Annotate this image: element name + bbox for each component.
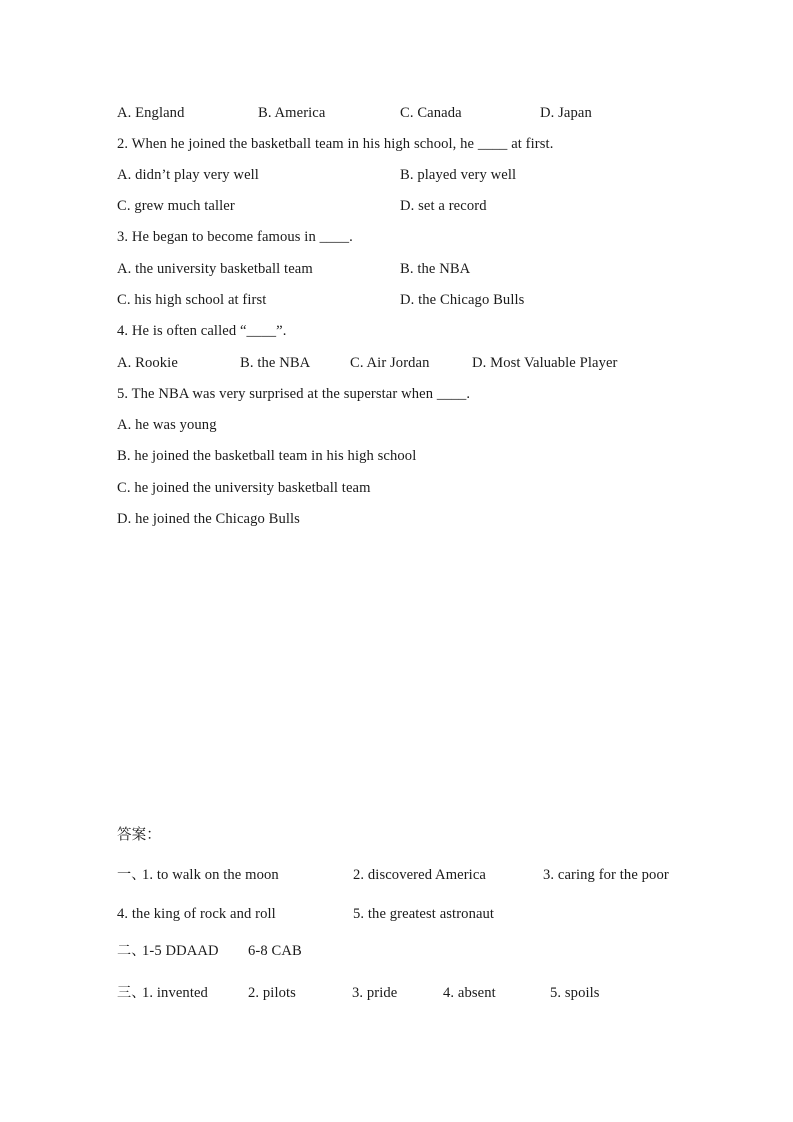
- q1-option-c: C. Canada: [400, 105, 462, 121]
- answer-three-item-1: 1. invented: [142, 985, 208, 1001]
- q3-option-b: B. the NBA: [400, 261, 471, 277]
- q4-option-a: A. Rookie: [117, 355, 178, 371]
- q5-option-d: D. he joined the Chicago Bulls: [117, 511, 300, 527]
- answer-one-item-1: 1. to walk on the moon: [142, 867, 279, 883]
- q2-option-b: B. played very well: [400, 167, 517, 183]
- q2-option-a: A. didn’t play very well: [117, 167, 259, 183]
- q5-option-c: C. he joined the university basketball team: [117, 480, 371, 496]
- question-5-stem: 5. The NBA was very surprised at the superstar when ____.: [117, 386, 471, 402]
- q4-option-b: B. the NBA: [240, 355, 311, 371]
- answer-section-three-row: [117, 983, 753, 1003]
- answer-one-item-2: 2. discovered America: [353, 867, 486, 883]
- q2-option-d: D. set a record: [400, 198, 487, 214]
- question-5-option-c-row: [117, 478, 753, 498]
- q1-option-d: D. Japan: [540, 105, 592, 121]
- answer-section-one-row-2: [117, 904, 753, 924]
- answer-three-item-2: 2. pilots: [248, 985, 296, 1001]
- q4-option-d: D. Most Valuable Player: [472, 355, 618, 371]
- question-3-options-row-1: [117, 259, 753, 279]
- answer-section-one-row-1: [117, 865, 753, 885]
- q2-option-c: C. grew much taller: [117, 198, 235, 214]
- q3-option-c: C. his high school at first: [117, 292, 267, 308]
- answer-section-one-label: 一、: [117, 867, 146, 883]
- answer-two-range-2: 6-8 CAB: [248, 943, 302, 959]
- answer-three-item-4: 4. absent: [443, 985, 496, 1001]
- q1-option-a: A. England: [117, 105, 185, 121]
- question-5-stem-row: [117, 384, 753, 404]
- question-5-option-a-row: [117, 415, 753, 435]
- answer-one-item-3: 3. caring for the poor: [543, 867, 669, 883]
- answer-three-item-3: 3. pride: [352, 985, 398, 1001]
- q4-option-c: C. Air Jordan: [350, 355, 430, 371]
- answer-one-item-5: 5. the greatest astronaut: [353, 906, 495, 922]
- question-5-option-b-row: [117, 446, 753, 466]
- question-4-stem: 4. He is often called “____”.: [117, 323, 287, 339]
- question-2-options-row-2: [117, 196, 753, 216]
- answer-section-three-label: 三、: [117, 985, 146, 1001]
- q5-option-b: B. he joined the basketball team in his high school: [117, 448, 417, 464]
- question-2-stem-row: [117, 134, 753, 154]
- question-3-options-row-2: [117, 290, 753, 310]
- question-4-options-row: [117, 353, 753, 373]
- answer-three-item-5: 5. spoils: [550, 985, 600, 1001]
- question-4-stem-row: [117, 321, 753, 341]
- question-2-stem: 2. When he joined the basketball team in his high school, he ____ at first.: [117, 136, 554, 152]
- answer-two-range-1: 1-5 DDAAD: [142, 943, 219, 959]
- question-2-options-row-1: [117, 165, 753, 185]
- question-1-options-row: [117, 103, 753, 123]
- question-3-stem: 3. He began to become famous in ____.: [117, 229, 353, 245]
- q5-option-a: A. he was young: [117, 417, 217, 433]
- q1-option-b: B. America: [258, 105, 326, 121]
- answer-section-two-label: 二、: [117, 943, 146, 959]
- answer-one-item-4: 4. the king of rock and roll: [117, 906, 276, 922]
- answer-section-two-row: [117, 941, 753, 961]
- answer-key-heading: 答案：: [117, 826, 161, 843]
- q3-option-d: D. the Chicago Bulls: [400, 292, 525, 308]
- question-5-option-d-row: [117, 509, 753, 529]
- q3-option-a: A. the university basketball team: [117, 261, 313, 277]
- question-3-stem-row: [117, 227, 753, 247]
